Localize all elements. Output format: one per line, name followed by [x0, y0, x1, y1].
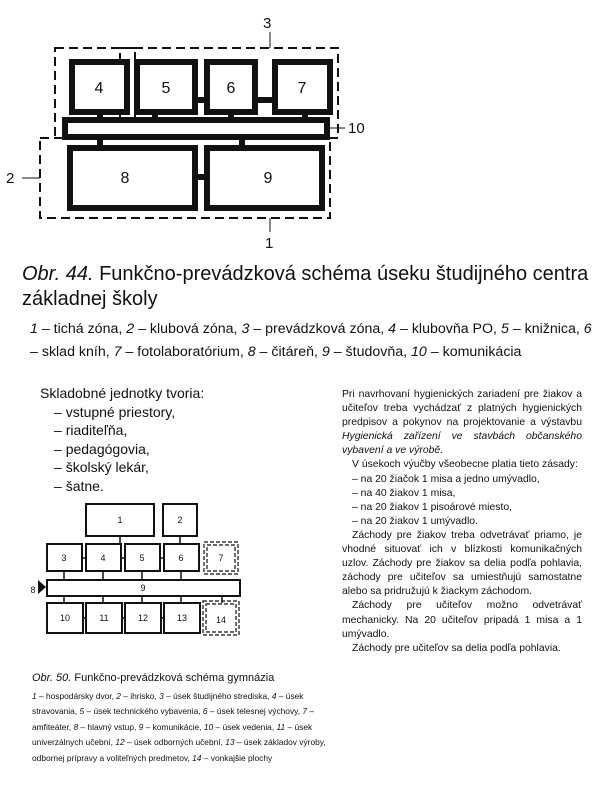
figure-50-legend-item: 11 – úsek univerzálnych učební, [32, 721, 313, 748]
hygiene-paragraph-2: V úsekoch výučby všeobecne platia tieto zásady: [352, 459, 578, 471]
figure-44-legend-text: fotolaboratórium, [137, 344, 244, 360]
figure-44-legend-number: 9 [321, 344, 330, 360]
figure-50-legend-number: 4 [271, 691, 277, 701]
block-1-label: 1 [117, 515, 123, 525]
figure-50-legend-number: 8 [73, 721, 79, 732]
hygiene-paragraph-5: Záchody pre učiteľov sa delia podľa pohlavia. [352, 642, 561, 654]
figure-44-legend-text: študovňa, [345, 344, 408, 360]
figure-50-legend-item: 9 – komunikácie, [138, 721, 202, 732]
figure-44-legend-item: 2 – klubová zóna, [126, 321, 238, 337]
figure-44-caption-label: Obr. 44. [22, 263, 94, 285]
figure-50-caption-label: Obr. 50. [32, 672, 72, 684]
hygiene-rule: – na 20 žiakov 1 umývadlo. [352, 515, 582, 529]
figure-50-legend-item: 2 – ihrisko, [116, 691, 157, 701]
figure-50-legend-item: 3 – úsek študijného strediska, [159, 691, 270, 701]
figure-44-legend-item: 3 – prevádzková zóna, [241, 321, 385, 337]
figure-44-legend-text: tichá zóna, [53, 321, 123, 337]
figure-50-legend-text: úsek univerzálnych učební, [32, 721, 313, 748]
room-7-label: 7 [297, 80, 307, 97]
skladobne-item: – šatne. [54, 477, 280, 496]
room-8-label: 8 [120, 170, 130, 187]
block-9-label: 9 [140, 583, 146, 593]
figure-44-legend-text: klubová zóna, [149, 321, 238, 337]
block-12-label: 12 [137, 613, 149, 623]
block-10-label: 10 [59, 613, 71, 623]
block-5-label: 5 [139, 553, 145, 563]
figure-50-legend-item: 4 – úsek stravovania, [32, 691, 304, 717]
figure-44-legend-number: 1 [30, 321, 38, 337]
figure-50-legend-item: 12 – úsek odborných učební, [115, 737, 223, 748]
figure-50-legend-text: komunikácie, [152, 721, 202, 732]
callout-1: 1 [265, 235, 274, 252]
figure-44-legend-text: sklad kníh, [41, 344, 110, 360]
figure-50-legend-number: 5 [79, 706, 85, 717]
figure-44-legend-item: 8 – čitáreň, [247, 344, 318, 360]
hygiene-paragraph-4: Záchody pre učiteľov možno odvetrávať mechanicky. Na 20 učiteľov pripadá 1 misa a 1 umývadlo. [342, 600, 582, 640]
callout-2: 2 [6, 170, 15, 187]
hygiene-paragraph-3: Záchody pre žiakov treba odvetrávať priamo, je vhodné situovať ich v blízkosti komunikačných uzlov. Záchody pre žiakov sa delia podľa pohlavia, záchody pre učiteľov sa umiestňujú samostatne alebo sa pridružujú k žiackym záchodom. [342, 529, 582, 598]
figure-50-legend-text: úsek študijného strediska, [173, 691, 270, 701]
figure-44-legend-item: 7 – fotolaboratórium, [113, 344, 244, 360]
figure-44-legend-number: 4 [388, 321, 397, 337]
figure-44-legend-number: 7 [113, 344, 122, 360]
figure-44-legend-number: 6 [583, 321, 592, 337]
figure-50-legend-number: 9 [138, 721, 144, 732]
block-8-label: 8 [30, 585, 36, 595]
figure-50-legend-number: 6 [202, 706, 208, 717]
skladobne-item: – školský lekár, [54, 458, 280, 477]
callout-10: 10 [348, 120, 365, 137]
figure-50-legend-text: úsek vedenia, [222, 721, 275, 732]
figure-44-legend-item: 5 – knižnica, [500, 321, 580, 337]
figure-44-legend-number: 8 [247, 344, 256, 360]
figure-44-legend-text: klubovňa PO, [411, 321, 498, 337]
figure-50-legend-number: 7 [302, 706, 308, 717]
figure-50-legend-item: 8 – hlavný vstup, [73, 721, 137, 732]
figure-50-caption-text: Funkčno-prevádzková schéma gymnázia [74, 672, 275, 684]
callout-3: 3 [263, 15, 272, 32]
room-5-label: 5 [161, 80, 171, 97]
figure-50-legend-text: hospodársky dvor, [45, 691, 114, 701]
main-entrance-arrow-icon [38, 580, 46, 594]
figure-50-legend-number: 1 [32, 691, 37, 701]
figure-50-legend-item: 7 – amfiteáter, [32, 706, 315, 732]
room-9-label: 9 [263, 170, 273, 187]
figure-44-legend-item: 6 – sklad kníh, [30, 321, 592, 360]
figure-44-legend-item: 9 – študovňa, [321, 344, 408, 360]
figure-44-legend-text: čitáreň, [271, 344, 318, 360]
block-11-label: 11 [99, 613, 109, 623]
figure-50-legend-text: úsek telesnej výchovy, [216, 706, 301, 717]
figure-44-legend-number: 10 [411, 344, 427, 360]
figure-50-legend-text: amfiteáter, [32, 721, 72, 732]
figure-44-legend-text: komunikácia [442, 344, 522, 360]
block-13-label: 13 [176, 613, 188, 623]
figure-44-legend-text: knižnica, [524, 321, 580, 337]
skladobne-item: – vstupné priestory, [54, 403, 280, 422]
figure-50-legend-item: 5 – úsek technického vybavenia, [79, 706, 201, 717]
hygiene-rule: – na 20 žiakov 1 pisoárové miesto, [352, 501, 582, 515]
figure-50-legend-item: 13 – úsek základov výroby, odbornej prípravy a voliteľných predmetov, [32, 737, 326, 763]
figure-44-legend-number: 3 [241, 321, 250, 337]
figure-50-legend-text: hlavný vstup, [87, 721, 137, 732]
hygiene-rule: – na 20 žiačok 1 misa a jedno umývadlo, [352, 473, 582, 487]
block-2-label: 2 [177, 515, 183, 525]
skladobne-intro: Skladobné jednotky tvoria: [40, 385, 205, 401]
hygiene-rules-list [342, 473, 582, 529]
figure-50-caption [32, 672, 362, 684]
figure-50-legend-text: úsek stravovania, [32, 691, 304, 717]
figure-50-legend-item: 14 – vonkajšie plochy [192, 752, 273, 763]
hygiene-text-column [342, 388, 582, 656]
figure-50-legend-text: úsek základov výroby, odbornej prípravy a voliteľných predmetov, [32, 737, 326, 763]
figure-44-legend-item: 4 – klubovňa PO, [388, 321, 498, 337]
figure-44-legend-number: 5 [500, 321, 509, 337]
figure-50-legend-item: 1 – hospodársky dvor, [32, 691, 114, 701]
block-3-label: 3 [61, 553, 67, 563]
figure-50-legend-text: úsek odborných učební, [133, 737, 223, 748]
room-6-label: 6 [226, 80, 236, 97]
block-14-label: 14 [215, 615, 227, 625]
figure-50-legend-item: 6 – úsek telesnej výchovy, [202, 706, 301, 717]
figure-44-caption-text: Funkčno-prevádzková schéma úseku študijného centra základnej školy [22, 263, 589, 310]
figure-50-legend-text: úsek technického vybavenia, [93, 706, 201, 717]
figure-50-legend-number: 12 [115, 737, 125, 748]
figure-50-legend-item: 10 – úsek vedenia, [203, 721, 275, 732]
figure-44-legend-item: 10 – komunikácia [411, 344, 522, 360]
block-7-label: 7 [218, 553, 224, 563]
figure-50-legend-number: 10 [203, 721, 214, 732]
figure-50-legend-number: 3 [159, 691, 164, 701]
block-4-label: 4 [100, 553, 106, 563]
skladobne-item: – riaditeľňa, [54, 421, 280, 440]
figure-50-legend-number: 13 [225, 737, 235, 748]
figure-44-legend-item: 1 – tichá zóna, [30, 321, 123, 337]
figure-50-legend-number: 14 [192, 752, 202, 763]
figure-50-legend-text: vonkajšie plochy [210, 752, 273, 763]
figure-50-legend-text: ihrisko, [130, 691, 157, 701]
figure-44-legend-text: prevádzková zóna, [265, 321, 385, 337]
figure-50-legend-number: 2 [116, 691, 121, 701]
figure-50-legend-number: 11 [276, 721, 286, 732]
figure-50-legend [32, 689, 350, 766]
hygiene-paragraph-1: Pri navrhovaní hygienických zariadení pre žiakov a učiteľov treba vychádzať z platných hygienických predpisov a pokynov na projektovanie a výstavbu Hygienická zařízení ve stavbách občanského vybavení a ve výrobě. [342, 389, 582, 457]
hygiene-rule: – na 40 žiakov 1 misa, [352, 487, 582, 501]
room-4-label: 4 [94, 80, 104, 97]
skladobne-item: – pedagógovia, [54, 440, 280, 459]
block-6-label: 6 [178, 553, 184, 563]
figure-44-legend-number: 2 [126, 321, 135, 337]
